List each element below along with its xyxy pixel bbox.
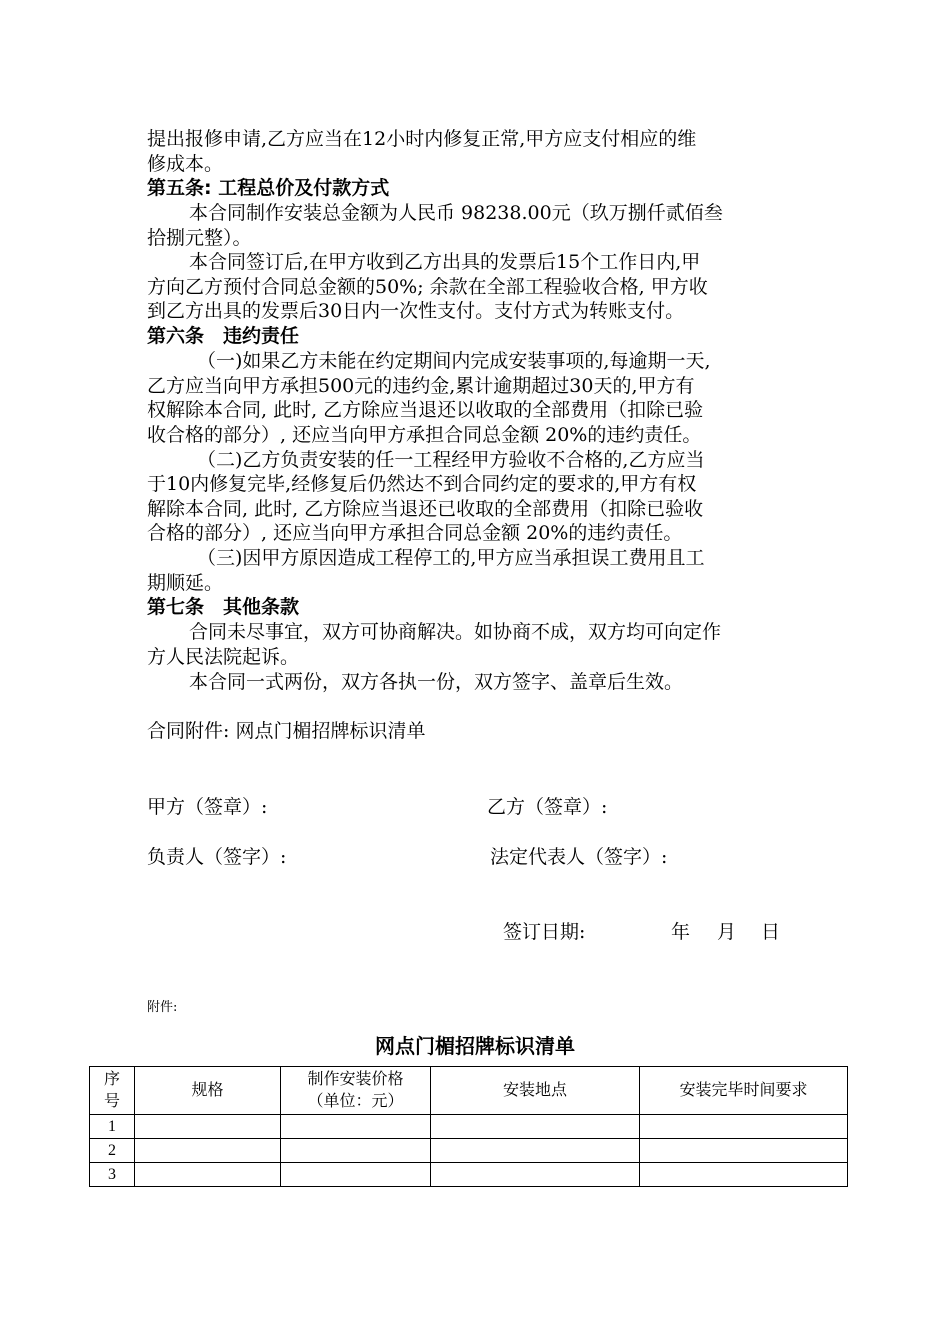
cell-spec: [135, 1139, 281, 1163]
table-title: 网点门楣招牌标识清单: [375, 1034, 575, 1058]
table-row: [90, 1115, 848, 1139]
paragraph-line: 拾捌元整）。: [147, 227, 252, 249]
paragraph-line: 方向乙方预付合同总金额的50%; 余款在全部工程验收合格, 甲方收: [147, 276, 708, 298]
cell-deadline: [640, 1115, 848, 1139]
cell-deadline: [640, 1163, 848, 1187]
paragraph-line: 提出报修申请,乙方应当在12小时内修复正常,甲方应支付相应的维: [147, 128, 697, 150]
cell-location: [431, 1163, 640, 1187]
cell-spec: [135, 1115, 281, 1139]
paragraph-line: 解除本合同, 此时, 乙方除应当退还已收取的全部费用（扣除已验收: [147, 498, 704, 520]
col-header-index: 序 号: [90, 1067, 135, 1115]
article-7-heading: 第七条 其他条款: [147, 596, 300, 618]
attachment-label: 附件:: [147, 1000, 178, 1015]
table-row: [90, 1139, 848, 1163]
table-header-row: [90, 1067, 848, 1115]
article-6-heading: 第六条 违约责任: [147, 325, 300, 347]
attachment-reference: 合同附件: 网点门楣招牌标识清单: [147, 720, 426, 742]
responsible-person-label: 负责人（签字）:: [147, 846, 287, 868]
paragraph-line: （一)如果乙方未能在约定期间内完成安装事项的,每逾期一天,: [197, 350, 711, 372]
cell-spec: [135, 1163, 281, 1187]
paragraph-line: 乙方应当向甲方承担500元的违约金,累计逾期超过30天的,甲方有: [147, 375, 695, 397]
paragraph-line: 方人民法院起诉。: [147, 646, 300, 668]
paragraph-line: 收合格的部分）, 还应当向甲方承担合同总金额 20%的违约责任。: [147, 424, 702, 446]
paragraph-line: 修成本。: [147, 153, 224, 175]
row-index: 1: [90, 1115, 135, 1139]
paragraph-line: 于10内修复完毕,经修复后仍然达不到合同约定的要求的,甲方有权: [147, 473, 697, 495]
article-5-heading: 第五条: 工程总价及付款方式: [147, 177, 390, 199]
paragraph-line: 合格的部分）, 还应当向甲方承担合同总金额 20%的违约责任。: [147, 522, 683, 544]
cell-price: [281, 1115, 431, 1139]
paragraph-line: （三)因甲方原因造成工程停工的,甲方应当承担误工费用且工: [197, 547, 705, 569]
signing-date-label: 签订日期:: [503, 921, 586, 943]
cell-price: [281, 1163, 431, 1187]
party-a-seal-label: 甲方（签章）:: [147, 796, 268, 818]
date-month: 月: [717, 921, 737, 943]
paragraph-line: 合同未尽事宜，双方可协商解决。如协商不成，双方均可向定作: [189, 621, 722, 643]
signboard-list-table: [89, 1066, 848, 1187]
paragraph-line: 期顺延。: [147, 572, 224, 594]
paragraph-line: 本合同一式两份，双方各执一份，双方签字、盖章后生效。: [189, 671, 684, 693]
party-b-seal-label: 乙方（签章）:: [487, 796, 608, 818]
paragraph-line: （二)乙方负责安装的任一工程经甲方验收不合格的,乙方应当: [197, 449, 705, 471]
col-header-spec: 规格: [135, 1067, 281, 1115]
col-header-price: 制作安装价格 （单位：元）: [281, 1067, 431, 1115]
paragraph-line: 到乙方出具的发票后30日内一次性支付。支付方式为转账支付。: [147, 300, 685, 322]
cell-location: [431, 1139, 640, 1163]
date-year: 年: [671, 921, 691, 943]
paragraph-line: 权解除本合同, 此时, 乙方除应当退还以收取的全部费用（扣除已验: [147, 399, 704, 421]
cell-deadline: [640, 1139, 848, 1163]
date-day: 日: [761, 921, 781, 943]
row-index: 3: [90, 1163, 135, 1187]
cell-location: [431, 1115, 640, 1139]
paragraph-line: 本合同签订后,在甲方收到乙方出具的发票后15个工作日内,甲: [189, 251, 701, 273]
legal-representative-label: 法定代表人（签字）:: [490, 846, 668, 868]
table-row: [90, 1163, 848, 1187]
col-header-deadline: 安装完毕时间要求: [640, 1067, 848, 1115]
row-index: 2: [90, 1139, 135, 1163]
cell-price: [281, 1139, 431, 1163]
col-header-location: 安装地点: [431, 1067, 640, 1115]
paragraph-line: 本合同制作安装总金额为人民币 98238.00元（玖万捌仟贰佰叁: [189, 202, 723, 224]
